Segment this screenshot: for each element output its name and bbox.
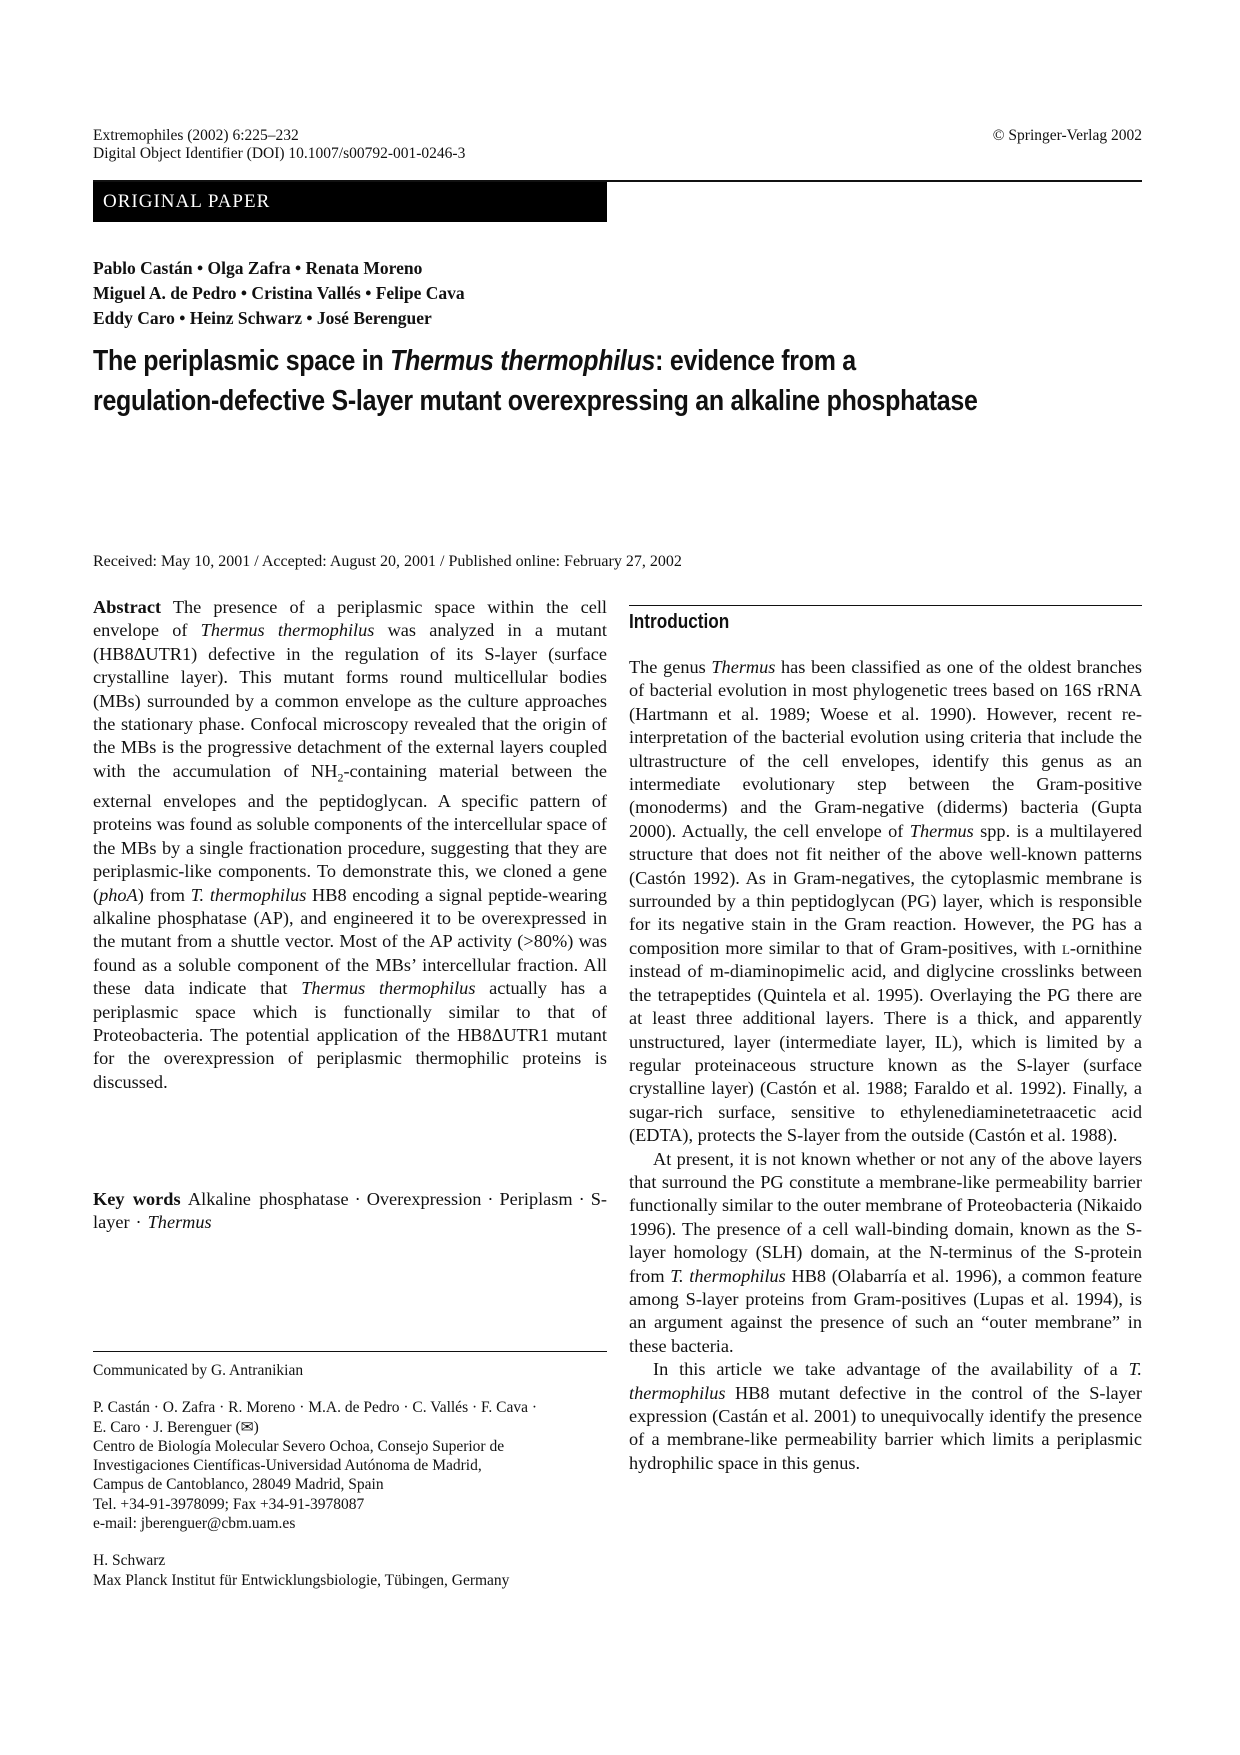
communicated-by: Communicated by G. Antranikian: [93, 1362, 304, 1379]
abstract-italic: phoA: [99, 884, 138, 905]
second-author-affiliation: Max Planck Institut für Entwicklungsbiologie, Tübingen, Germany: [93, 1571, 510, 1589]
intro-paragraph-1: [629, 656, 1142, 1148]
affiliation-names-2: E. Caro · J. Berenguer (✉): [93, 1418, 259, 1436]
title-line-1: [93, 341, 1005, 381]
keyword-separator: ·: [578, 1189, 585, 1209]
keyword-separator: ·: [135, 1212, 142, 1233]
author-list: [93, 256, 465, 331]
abstract-italic: T. thermophilus: [190, 884, 307, 905]
title-species: Thermus thermophilus: [390, 345, 656, 377]
keyword-separator: ·: [487, 1189, 494, 1209]
footnote-gap: [93, 1380, 607, 1398]
intro-paragraph-2: [629, 1148, 1142, 1359]
keyword: Alkaline phosphatase: [180, 1189, 349, 1209]
intro-italic: T. thermophilus: [670, 1265, 786, 1286]
author-line-2: Miguel A. de Pedro • Cristina Vallés • Felipe Cava: [93, 283, 465, 303]
affiliation-line-1: Centro de Biología Molecular Severo Ochoa, Consejo Superior de: [93, 1437, 505, 1455]
intro-italic: T. thermophilus: [629, 1359, 1142, 1403]
abstract: [93, 596, 607, 1094]
intro-span: has been classified as one of the oldest branches of bacterial evolution in most phylogenetic trees based on 16S rRNA (Hartmann et al. 1989; Woese et al. 1990). However, recent re-interpretation of the bacterial evolution using criteria that include the ultrastructure of the cell envelopes, identify this genus as an intermediate evolutionary step between the Gram-positive (monoderms) and the Gram-negative (diderms) bacteria (Gupta 2000). Actually, the cell envelope of: [629, 657, 1143, 841]
contact-email: e-mail: jberenguer@cbm.uam.es: [93, 1515, 296, 1533]
intro-italic: Thermus: [711, 657, 776, 677]
footnote-rule: [93, 1351, 607, 1352]
copyright-notice: © Springer-Verlag 2002: [992, 127, 1142, 144]
intro-span: HB8 (Olabarría et al. 1996), a common feature among S-layer proteins from Gram-positives (Lupas et al. 1994), is an argument against the presence of such an “outer membrane” in these bacteria.: [629, 1265, 1142, 1356]
abstract-span: actually has a periplasmic space which is functionally similar to that of Proteobacteria. The potential application of the HB8ΔUTR1 mutant for the overexpression of periplasmic thermophilic proteins is discussed.: [93, 978, 607, 1092]
abstract-text: [93, 596, 607, 1094]
keyword-separator: ·: [354, 1189, 361, 1209]
journal-citation: Extremophiles (2002) 6:225–232: [93, 127, 299, 144]
publication-dates: Received: May 10, 2001 / Accepted: August 20, 2001 / Published online: February 27, 2002: [93, 553, 682, 570]
abstract-span: ) from: [137, 884, 191, 905]
contact-phone: Tel. +34-91-3978099; Fax +34-91-3978087: [93, 1495, 365, 1513]
footnote-gap: [93, 1533, 607, 1551]
intro-span: -ornithine instead of m-diaminopimelic acid, and diglycine crosslinks between the tetrapeptides (Quintela et al. 1995). Overlaying the PG there are at least three additional layers. There is a thick, and apparently unstructured, layer (intermediate layer, IL), which is limited by a regular proteinaceous structure known as the S-layer (surface crystalline layer) (Castón et al. 1988; Faraldo et al. 1992). Finally, a sugar-rich surface, sensitive to ethylenediaminetetraacetic acid (EDTA), protects the S-layer from the outside (Castón et al. 1988).: [629, 937, 1142, 1146]
article-title: [93, 341, 1005, 421]
title-text-cont: : evidence from a: [655, 345, 856, 377]
introduction-body: [629, 656, 1142, 1475]
footnotes: [93, 1361, 607, 1590]
intro-span: HB8 mutant defective in the control of the S-layer expression (Castán et al. 2001) to unequivocally identify the presence of a membrane-like permeability barrier which limits a periplasmic hydrophilic space in this genus.: [629, 1382, 1142, 1473]
intro-italic: Thermus: [909, 820, 974, 841]
intro-paragraph-3: [629, 1358, 1142, 1475]
intro-span: The genus: [629, 657, 712, 677]
intro-smallcaps: l: [1061, 937, 1070, 958]
keyword: Overexpression: [366, 1189, 482, 1209]
affiliation-line-2: Investigaciones Científicas-Universidad Autónoma de Madrid,: [93, 1457, 482, 1475]
introduction-rule: [629, 605, 1142, 606]
intro-span: spp. is a multilayered structure that does not fit neither of the above well-known patterns (Castón 1992). As in Gram-negatives, the cytoplasmic membrane is surrounded by a thin peptidoglycan (PG) layer, which is responsible for its negative stain in the Gram reaction. However, the PG has a composition more similar to that of Gram-positives, with: [629, 820, 1142, 958]
title-text: The periplasmic space in: [93, 345, 391, 377]
author-line-3: Eddy Caro • Heinz Schwarz • José Berenguer: [93, 308, 432, 328]
article-type-banner: ORIGINAL PAPER: [93, 182, 607, 222]
title-line-2: regulation-defective S-layer mutant overexpressing an alkaline phosphatase: [93, 385, 978, 417]
keywords: [93, 1188, 607, 1235]
author-line-1: Pablo Castán • Olga Zafra • Renata Moreno: [93, 258, 423, 278]
abstract-italic: Thermus thermophilus: [200, 620, 375, 641]
keyword: Thermus: [147, 1212, 212, 1233]
abstract-span: -containing material between the external envelopes and the peptidoglycan. A specific pattern of proteins was found as soluble components of the intercellular space of the MBs by a single fractionation procedure, suggesting that they are periplasmic-like components. To demonstrate this, we cloned a gene (: [93, 760, 607, 905]
abstract-span: The presence of a periplasmic space within the cell envelope of: [93, 597, 607, 641]
affiliation-line-3: Campus de Cantoblanco, 28049 Madrid, Spain: [93, 1476, 384, 1494]
intro-span: In this article we take advantage of the availability of a: [653, 1359, 1129, 1380]
keyword: Periplasm: [499, 1189, 573, 1209]
affiliation-names-1: P. Castán · O. Zafra · R. Moreno · M.A. de Pedro · C. Vallés · F. Cava ·: [93, 1399, 538, 1417]
keywords-label: Key words: [93, 1189, 181, 1209]
journal-header: [93, 127, 465, 163]
abstract-label: Abstract: [93, 597, 162, 617]
introduction-heading: Introduction: [629, 611, 730, 633]
second-author-name: H. Schwarz: [93, 1552, 166, 1570]
abstract-span: HB8 encoding a signal peptide-wearing alkaline phosphatase (AP), and engineered it to be overexpressed in the mutant from a shuttle vector. Most of the AP activity (>80%) was found as a soluble component of the MBs’ intercellular fraction. All these data indicate that: [93, 884, 608, 999]
intro-span: At present, it is not known whether or not any of the above layers that surround the PG constitute a membrane-like permeability barrier functionally similar to the outer membrane of Proteobacteria (Nikaido 1996). The presence of a cell wall-binding domain, known as the S-layer homology (SLH) domain, at the N-terminus of the S-protein from: [629, 1148, 1142, 1286]
doi-line: Digital Object Identifier (DOI) 10.1007/s00792-001-0246-3: [93, 145, 466, 162]
abstract-subscript: 2: [337, 770, 344, 785]
abstract-span: was analyzed in a mutant (HB8ΔUTR1) defective in the regulation of its S-layer (surface crystalline layer). This mutant forms round multicellular bodies (MBs) surrounded by a common envelope as the culture approaches the stationary phase. Confocal microscopy revealed that the origin of the MBs is the progressive detachment of the external layers coupled with the accumulation of NH: [93, 620, 607, 781]
abstract-italic: Thermus thermophilus: [301, 978, 476, 999]
keyword: S-layer: [93, 1189, 607, 1233]
